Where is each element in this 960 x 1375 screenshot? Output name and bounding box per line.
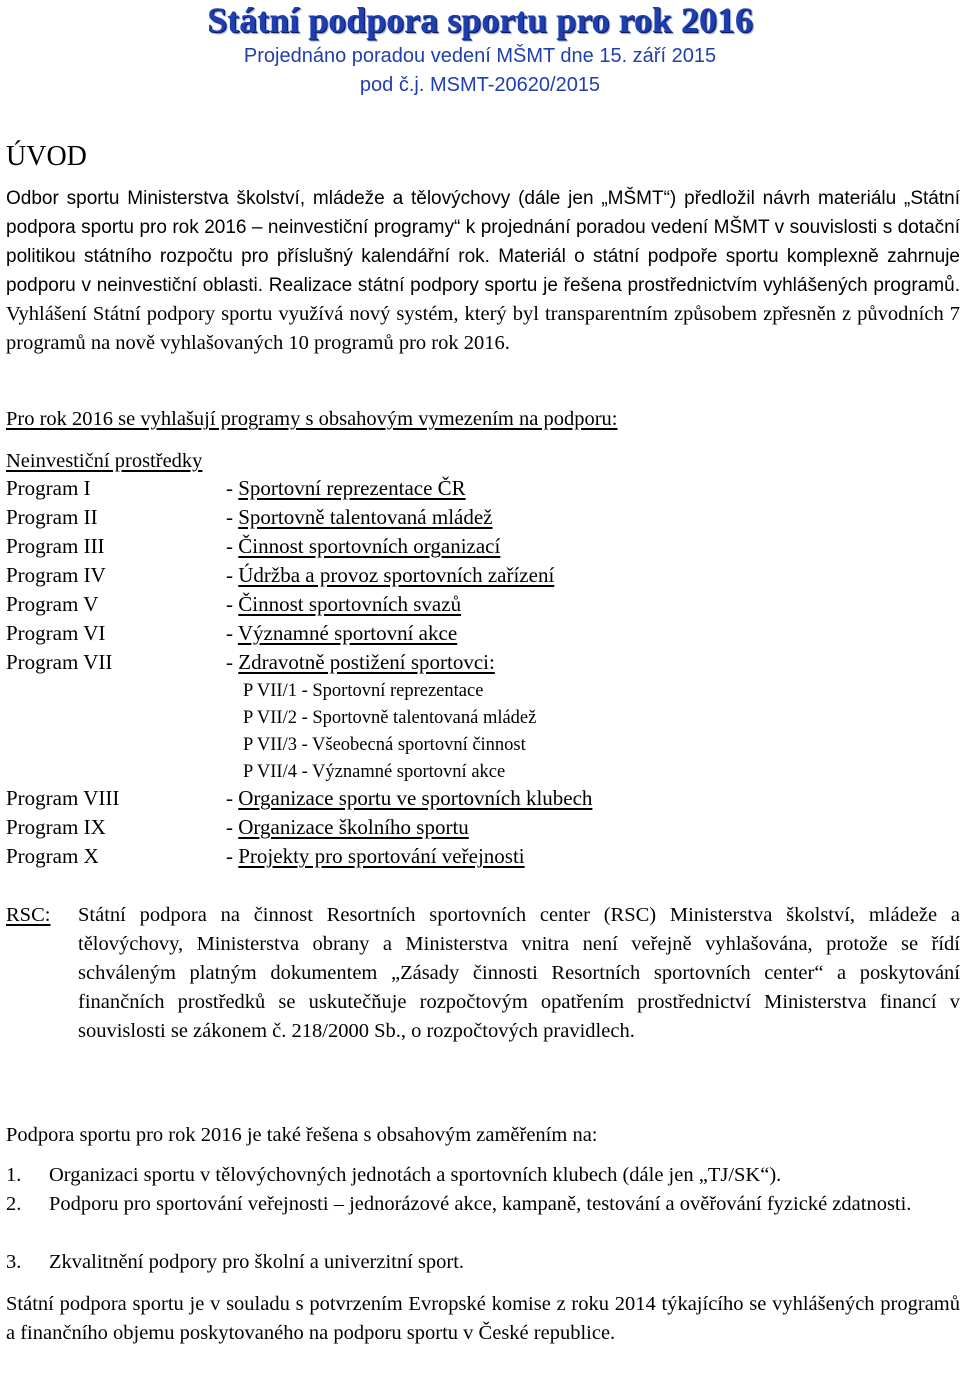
list-number: 1. — [6, 1164, 22, 1186]
program-title — [226, 786, 592, 811]
program-dash: - — [226, 592, 239, 616]
program-title — [226, 844, 525, 869]
program-title — [226, 621, 457, 646]
list-item: Podporu pro sportování veřejnosti – jednorázové akce, kampaně, testování a ověřování fyzické zdatnosti. — [49, 1193, 912, 1215]
program-name: Sportovně talentovaná mládež — [238, 505, 493, 529]
program-title — [226, 476, 466, 501]
intro-text-part3: Vyhlášení Státní podpory sportu využívá nový systém, který byl transparentním způsobem zpřesněn z původních 7 programů na nově vyhlašovaných 10 programů pro rok 2016. — [6, 303, 960, 354]
also-intro: Podpora sportu pro rok 2016 je také řešena s obsahovým zaměřením na: — [6, 1124, 598, 1146]
program-dash: - — [226, 815, 239, 839]
program-label: Program III — [6, 534, 105, 558]
subprogram-item: P VII/2 - Sportovně talentovaná mládež — [243, 708, 537, 728]
programs-intro — [6, 405, 618, 434]
program-title — [226, 650, 495, 675]
program-name: Údržba a provoz sportovních zařízení — [238, 563, 555, 587]
rsc-paragraph: Státní podpora na činnost Resortních sportovních center (RSC) Ministerstva školství, mládeže a tělovýchovy, Ministerstva obrany a Ministerstva vnitra není veřejně vyhlašována, protože se řídí schváleným platným dokumentem „Zásady činnosti Resortních sportovních center“ a poskytování finančních prostředků se uskutečňuje rozpočtovým opatřením prostřednictví Ministerstva financí v souvislosti se zákonem č. 218/2000 Sb., o rozpočtových pravidlech. — [78, 904, 960, 1042]
approval-note-line1: Projednáno poradou vedení MŠMT dne 15. září 2015 — [243, 45, 717, 67]
program-dash: - — [226, 650, 239, 674]
intro-text-part2: Realizace státní podpory sportu je řešena prostřednictvím vyhlášených programů. — [263, 275, 960, 296]
program-label: Program I — [6, 476, 91, 500]
program-label: Program V — [6, 592, 99, 616]
program-title — [226, 592, 461, 617]
program-dash: - — [226, 563, 239, 587]
program-label: Program X — [6, 844, 99, 868]
program-dash: - — [226, 844, 239, 868]
program-label: Program VII — [6, 650, 113, 674]
program-dash: - — [226, 621, 238, 645]
rsc-label: RSC: — [6, 904, 51, 926]
program-dash: - — [226, 476, 239, 500]
program-label: Program VI — [6, 621, 106, 645]
closing-paragraph: Státní podpora sportu je v souladu s potvrzením Evropské komise z roku 2014 týkajícího se vyhlášených programů a finančního objemu poskytovaného na podporu sportu v České republice. — [6, 1293, 960, 1344]
program-dash: - — [226, 786, 239, 810]
document-title: Státní podpora sportu pro rok 2016 — [207, 0, 753, 40]
program-label: Program II — [6, 505, 98, 529]
program-title — [226, 815, 469, 840]
program-label: Program IX — [6, 815, 106, 839]
program-name: Organizace školního sportu — [238, 815, 469, 839]
program-dash: - — [226, 534, 239, 558]
subprogram-item: P VII/3 - Všeobecná sportovní činnost — [243, 735, 526, 755]
program-title — [226, 534, 500, 559]
intro-text-part1: Odbor sportu Ministerstva školství, mládeže a tělovýchovy (dále jen „MŠMT“) předložil návrh materiálu „Státní podpora sportu pro rok 2016 – neinvestiční programy“ k projednání poradou vedení MŠMT v souvislosti s dotační politikou státního rozpočtu pro příslušný kalendářní rok. Materiál o státní podpoře sportu komplexně zahrnuje podporu v neinvestiční oblasti. — [6, 188, 960, 296]
program-name: Organizace sportu ve sportovních klubech — [238, 786, 593, 810]
list-item: Zkvalitnění podpory pro školní a univerzitní sport. — [49, 1251, 465, 1273]
program-dash: - — [226, 505, 239, 529]
programs-intro-text: Pro rok 2016 se vyhlašují programy s obsahovým vymezením na podporu: — [6, 408, 618, 430]
program-name: Činnost sportovních organizací — [238, 534, 501, 558]
program-title — [226, 505, 493, 530]
list-number: 3. — [6, 1251, 22, 1273]
list-number: 2. — [6, 1193, 22, 1215]
subprogram-item: P VII/4 - Významné sportovní akce — [243, 762, 506, 782]
program-name: Zdravotně postižení sportovci: — [238, 650, 495, 674]
program-name: Projekty pro sportování veřejnosti — [238, 844, 525, 868]
program-title — [226, 563, 554, 588]
intro-paragraph — [6, 184, 960, 358]
program-label: Program IV — [6, 563, 106, 587]
intro-heading: ÚVOD — [6, 141, 87, 172]
program-name: Sportovní reprezentace ČR — [238, 476, 466, 500]
category-heading: Neinvestiční prostředky — [6, 450, 203, 472]
program-name: Činnost sportovních svazů — [238, 592, 462, 616]
approval-note-line2: pod č.j. MSMT-20620/2015 — [359, 74, 601, 96]
subprogram-item: P VII/1 - Sportovní reprezentace — [243, 681, 484, 701]
list-item: Organizaci sportu v tělovýchovných jednotách a sportovních klubech (dále jen „TJ/SK“). — [49, 1164, 782, 1186]
program-name: Významné sportovní akce — [237, 621, 458, 645]
program-label: Program VIII — [6, 786, 120, 810]
